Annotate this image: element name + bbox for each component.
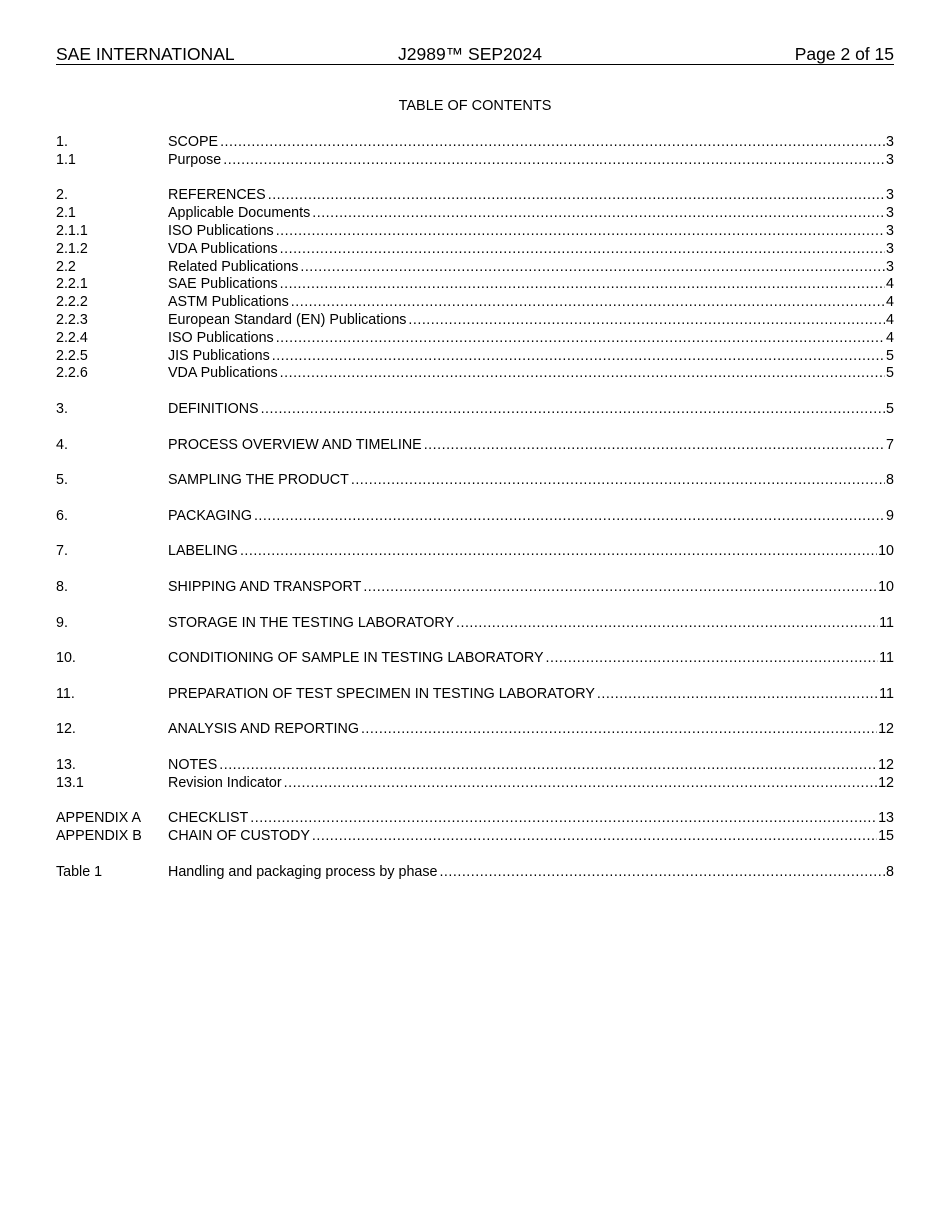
toc-leader-dots [280, 365, 885, 383]
toc-entry-number: 7. [56, 543, 68, 560]
toc-entry-title: Applicable Documents [168, 205, 311, 222]
toc-entry-number: 2. [56, 187, 68, 204]
toc-entry-title: NOTES [168, 756, 218, 773]
toc-entry[interactable] [56, 134, 894, 152]
toc-entry[interactable] [56, 721, 894, 739]
toc-leader-dots [312, 828, 877, 846]
toc-entry-number: 2.2.3 [56, 311, 88, 328]
toc-entry[interactable] [56, 864, 894, 882]
toc-entry[interactable] [56, 650, 894, 668]
toc-entry-number: 4. [56, 436, 68, 453]
toc-entry-title: VDA Publications [168, 240, 278, 257]
toc-entry[interactable] [56, 312, 894, 330]
toc-entry-page: 5 [886, 365, 894, 382]
toc-entry[interactable] [56, 241, 894, 259]
toc-entry[interactable] [56, 205, 894, 223]
toc-entry-page: 3 [886, 205, 894, 222]
toc-entry-title: Related Publications [168, 258, 299, 275]
toc-entry-number: 2.2.2 [56, 294, 88, 311]
toc-entry-page: 3 [886, 134, 894, 150]
toc-leader-dots [240, 543, 877, 561]
toc-entry-number: 6. [56, 507, 68, 524]
toc-entry[interactable] [56, 401, 894, 419]
toc-entry-page: 8 [886, 863, 894, 880]
toc-entry[interactable] [56, 330, 894, 348]
toc-entry-number: 2.2.4 [56, 329, 88, 346]
toc-entry-title: PROCESS OVERVIEW AND TIMELINE [168, 436, 422, 453]
toc-entry-title: JIS Publications [168, 347, 270, 364]
toc-entry-title: CHECKLIST [168, 810, 249, 827]
toc-entry-page: 3 [886, 222, 894, 239]
toc-entry-number: 5. [56, 472, 68, 489]
toc-entry-page: 12 [878, 774, 894, 791]
toc-entry-title: DEFINITIONS [168, 400, 259, 417]
toc-title: TABLE OF CONTENTS [398, 98, 552, 114]
toc-entry-title: Purpose [168, 151, 222, 168]
toc-entry-page: 9 [886, 507, 894, 524]
toc-entry[interactable] [56, 276, 894, 294]
header-org: SAE INTERNATIONAL [56, 44, 235, 64]
toc-entry[interactable] [56, 259, 894, 277]
toc-entry-number: 2.1.2 [56, 240, 88, 257]
table-of-contents [56, 134, 894, 881]
toc-entry-page: 4 [886, 294, 894, 311]
toc-entry[interactable] [56, 615, 894, 633]
toc-entry[interactable] [56, 775, 894, 793]
toc-entry-title: SHIPPING AND TRANSPORT [168, 578, 362, 595]
toc-entry-page: 11 [879, 685, 894, 702]
toc-entry-page: 12 [878, 756, 894, 773]
toc-entry-number: 2.2.6 [56, 365, 88, 382]
header-page-info: Page 2 of 15 [794, 44, 894, 64]
toc-leader-dots [284, 775, 877, 793]
toc-entry-number: 13. [56, 756, 76, 773]
toc-entry[interactable] [56, 365, 894, 383]
toc-entry-page: 15 [878, 828, 894, 845]
toc-entry-number: 2.2 [56, 258, 76, 275]
toc-leader-dots [276, 223, 885, 241]
toc-entry-title: European Standard (EN) Publications [168, 311, 407, 328]
toc-entry-title: PREPARATION OF TEST SPECIMEN IN TESTING LABORATORY [168, 685, 595, 702]
toc-leader-dots [456, 615, 878, 633]
toc-entry-number: 12. [56, 721, 76, 738]
toc-entry-title: ISO Publications [168, 329, 274, 346]
toc-entry-page: 3 [886, 187, 894, 204]
toc-leader-dots [312, 205, 885, 223]
toc-entry-number: 1.1 [56, 151, 76, 168]
toc-leader-dots [261, 401, 885, 419]
toc-entry[interactable] [56, 508, 894, 526]
toc-leader-dots [361, 721, 877, 739]
toc-entry-page: 4 [886, 276, 894, 293]
toc-entry-title: REFERENCES [168, 187, 266, 204]
toc-entry-title: PACKAGING [168, 507, 252, 524]
toc-entry-page: 4 [886, 311, 894, 328]
toc-leader-dots [276, 330, 885, 348]
toc-leader-dots [223, 152, 885, 170]
toc-entry-number: APPENDIX B [56, 828, 142, 845]
toc-entry[interactable] [56, 579, 894, 597]
toc-leader-dots [300, 259, 885, 277]
toc-leader-dots [268, 187, 885, 205]
toc-leader-dots [272, 348, 885, 366]
toc-entry[interactable] [56, 810, 894, 828]
toc-entry-title: Handling and packaging process by phase [168, 863, 438, 880]
toc-entry-number: APPENDIX A [56, 810, 142, 827]
toc-entry-page: 3 [886, 151, 894, 168]
toc-entry-number: 11. [56, 685, 75, 702]
toc-entry[interactable] [56, 348, 894, 366]
toc-entry-number: 8. [56, 578, 68, 595]
toc-entry-number: Table 1 [56, 863, 103, 880]
toc-entry-number: 2.2.5 [56, 347, 88, 364]
toc-entry-number: 13.1 [56, 774, 84, 791]
toc-entry-number: 2.1 [56, 205, 76, 222]
toc-entry-title: SAMPLING THE PRODUCT [168, 472, 349, 489]
toc-entry-title: CONDITIONING OF SAMPLE IN TESTING LABORATORY [168, 650, 544, 667]
toc-entry-title: Revision Indicator [168, 774, 282, 791]
toc-entry-title: SAE Publications [168, 276, 278, 293]
toc-entry-number: 9. [56, 614, 68, 631]
toc-leader-dots [439, 864, 885, 882]
toc-entry-title: CHAIN OF CUSTODY [168, 828, 310, 845]
toc-entry-page: 11 [879, 614, 894, 631]
toc-entry-page: 13 [878, 810, 894, 827]
toc-entry-page: 5 [886, 347, 894, 364]
toc-leader-dots [220, 134, 885, 152]
toc-entry-page: 4 [886, 329, 894, 346]
toc-entry[interactable] [56, 543, 894, 561]
toc-entry-title: ANALYSIS AND REPORTING [168, 721, 359, 738]
toc-leader-dots [219, 757, 877, 775]
toc-entry[interactable] [56, 223, 894, 241]
toc-entry-number: 10. [56, 650, 76, 667]
toc-entry[interactable] [56, 686, 894, 704]
toc-entry-title: SCOPE [168, 134, 219, 150]
toc-entry-title: STORAGE IN THE TESTING LABORATORY [168, 614, 455, 631]
toc-entry-number: 3. [56, 400, 68, 417]
toc-entry-page: 10 [878, 543, 894, 560]
toc-entry-number: 1. [56, 134, 68, 150]
toc-entry-page: 3 [886, 258, 894, 275]
toc-entry-page: 7 [886, 436, 894, 453]
toc-entry-page: 8 [886, 472, 894, 489]
toc-entry-title: ASTM Publications [168, 294, 289, 311]
toc-entry[interactable] [56, 472, 894, 490]
toc-entry[interactable] [56, 294, 894, 312]
toc-leader-dots [597, 686, 878, 704]
toc-entry[interactable] [56, 187, 894, 205]
toc-leader-dots [408, 312, 885, 330]
toc-entry[interactable] [56, 828, 894, 846]
toc-entry-page: 10 [878, 578, 894, 595]
toc-entry-page: 12 [878, 721, 894, 738]
page-header [56, 44, 894, 65]
toc-entry-number: 2.1.1 [56, 222, 88, 239]
toc-entry-title: VDA Publications [168, 365, 278, 382]
toc-leader-dots [280, 241, 885, 259]
toc-entry-page: 3 [886, 240, 894, 257]
toc-entry[interactable] [56, 152, 894, 170]
toc-entry[interactable] [56, 757, 894, 775]
toc-leader-dots [424, 437, 885, 455]
toc-entry-number: 2.2.1 [56, 276, 88, 293]
toc-leader-dots [546, 650, 879, 668]
toc-leader-dots [254, 508, 885, 526]
header-doc-id: J2989™ SEP2024 [398, 44, 542, 64]
toc-entry-page: 5 [886, 400, 894, 417]
toc-entry-title: LABELING [168, 543, 238, 560]
toc-leader-dots [363, 579, 877, 597]
toc-leader-dots [351, 472, 885, 490]
toc-entry[interactable] [56, 437, 894, 455]
toc-leader-dots [280, 276, 885, 294]
toc-entry-page: 11 [879, 650, 894, 667]
toc-entry-title: ISO Publications [168, 222, 274, 239]
toc-leader-dots [250, 810, 877, 828]
toc-leader-dots [291, 294, 885, 312]
